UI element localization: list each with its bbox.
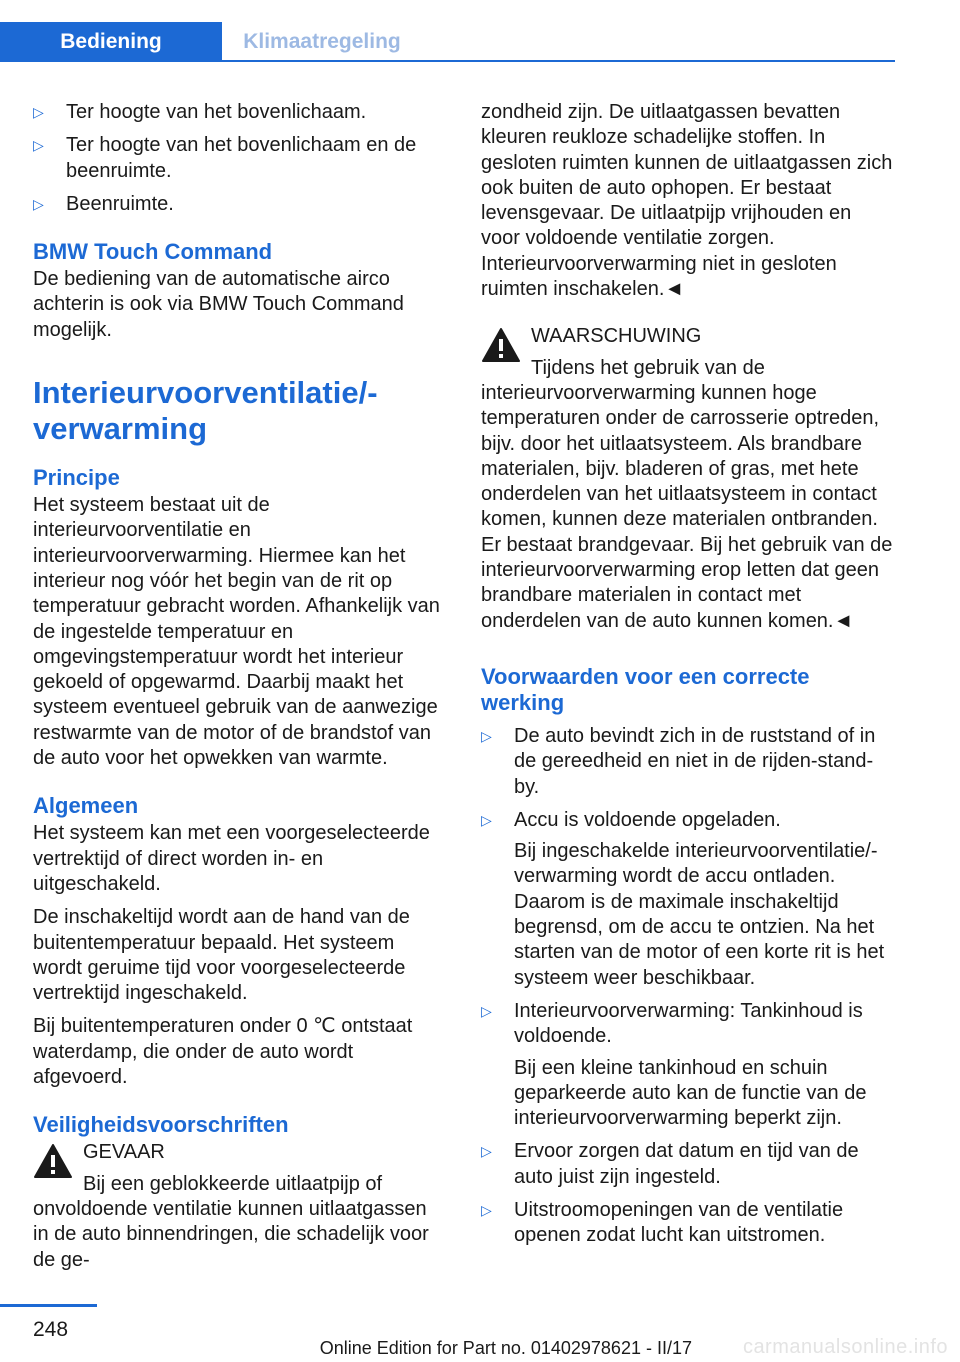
warning-triangle-icon xyxy=(33,1143,73,1179)
list-item xyxy=(481,1139,895,1190)
tab-bediening[interactable]: Bediening xyxy=(0,22,222,62)
subheading-principe: Principe xyxy=(33,465,120,491)
triangle-bullet-icon: ▷ xyxy=(481,727,492,744)
list-item xyxy=(33,100,447,125)
list-item-subtext: Bij ingeschakelde interieurvoorventilatie/-verwarming wordt de accu ontladen. Daarom is de maximale inschakeltijd begrensd, om de accu te ontzien. Na het starten van de motor of een korte rit is het systeem weer beschikbaar. xyxy=(514,840,885,989)
warning-text: Tijdens het gebruik van de interieurvoorverwarming kunnen hoge temperaturen onder de carrosserie optreden, bijv. door het uitlaatsysteem. Als brandbare materialen, bijv. bladeren of gras, met hete onderdelen van het uitlaatsysteem in contact komen, kunnen deze materialen ontbranden. Er bestaat brandgevaar. Bij het gebruik van de interieurvoorverwarming erop letten dat geen brandbare materialen in contact met onderdelen van de auto kunnen komen.◄ xyxy=(481,356,893,632)
danger-notice xyxy=(33,1140,447,1272)
list-item-text: Uitstroomopeningen van de ventilatie openen zodat lucht kan uitstromen. xyxy=(514,1198,844,1247)
warning-notice xyxy=(481,324,895,634)
tab-klimaatregeling[interactable]: Klimaatregeling xyxy=(243,30,401,53)
paragraph: Het systeem bestaat uit de interieurvoorventilatie en interieurvoorverwarming. Hiermee kan het interieur nog vóór het begin van de rit op temperatuur gebracht worden. Afhankelijk van de ingestelde temperatuur en omgevingstemperatuur wordt het interieur gekoeld of opgewarmd. Daarbij maakt het systeem eventueel gebruik van de aanwezige restwarmte van de motor of de brandstof van de auto voor het opwekken van warmte. xyxy=(33,494,440,770)
triangle-bullet-icon: ▷ xyxy=(481,1002,492,1019)
list-item-subtext: Bij een kleine tankinhoud en schuin geparkeerde auto kan de functie van de interieurvoorverwarming beperkt zijn. xyxy=(514,1056,867,1130)
header-rule xyxy=(222,60,895,62)
danger-label: GEVAAR xyxy=(83,1141,165,1164)
list-item-text: Interieurvoorverwarming: Tankinhoud is voldoende. xyxy=(514,999,863,1048)
warning-label: WAARSCHUWING xyxy=(531,325,702,348)
section-heading: Interieurvoorventilatie/-verwarming xyxy=(33,375,378,447)
triangle-bullet-icon: ▷ xyxy=(33,104,44,120)
subheading-touch-command: BMW Touch Command xyxy=(33,239,273,265)
danger-text: Bij een geblokkeerde uitlaatpijp of onvoldoende ventilatie kunnen uitlaatgassen in de auto binnendringen, die schadelijk voor de ge- xyxy=(33,1172,429,1271)
header-tabs xyxy=(0,22,895,62)
list-item-text: Ervoor zorgen dat datum en tijd van de auto juist zijn ingesteld. xyxy=(514,1140,859,1188)
list-item xyxy=(481,1198,895,1249)
list-item-text: Beenruimte. xyxy=(66,192,174,215)
subheading-algemeen: Algemeen xyxy=(33,793,139,819)
list-item-text: Ter hoogte van het bovenlichaam. xyxy=(66,101,367,123)
page-number: 248 xyxy=(33,1318,69,1341)
paragraph: De inschakeltijd wordt aan de hand van de buitentemperatuur bepaald. Het systeem wordt geruime tijd voor voorgeselecteerde vertrektijd ingeschakeld. xyxy=(33,906,410,1005)
triangle-bullet-icon: ▷ xyxy=(33,195,44,212)
paragraph: zondheid zijn. De uitlaatgassen bevatten kleuren reukloze schadelijke stoffen. In gesloten ruimten kunnen de uitlaatgassen zich ook buiten de auto ophopen. Er bestaat levensgevaar. De uitlaatpijp vrijhouden en voor voldoende ventilatie zorgen. Interieurvoorverwarming niet in gesloten ruimten inschakelen.◄ xyxy=(481,101,893,301)
warning-triangle-icon xyxy=(481,327,521,363)
list-item xyxy=(33,133,447,184)
subheading-voorwaarden: Voorwaarden voor een correcte werking xyxy=(481,663,810,715)
paragraph: Bij buitentemperaturen onder 0 ℃ ontstaat waterdamp, die onder de auto wordt afgevoerd. xyxy=(33,1015,413,1089)
triangle-bullet-icon: ▷ xyxy=(481,1143,492,1160)
left-column xyxy=(33,100,447,1273)
triangle-bullet-icon: ▷ xyxy=(481,1201,492,1218)
subheading-veiligheid: Veiligheidsvoorschriften xyxy=(33,1112,289,1138)
paragraph: Het systeem kan met een voorgeselecteerde vertrektijd of direct worden in- en uitgeschakeld. xyxy=(33,822,430,895)
right-column xyxy=(481,100,895,1257)
list-item xyxy=(481,724,895,800)
list-item-text: De auto bevindt zich in de ruststand of in de gereedheid en niet in de rijden-stand-by. xyxy=(514,724,876,798)
list-item xyxy=(33,192,447,217)
footer-rule xyxy=(0,1304,97,1307)
triangle-bullet-icon: ▷ xyxy=(481,811,492,828)
edition-note: Online Edition for Part no. 01402978621 - II/17 xyxy=(319,1338,692,1358)
list-item xyxy=(481,808,895,991)
list-item xyxy=(481,999,895,1131)
paragraph: De bediening van de automatische airco achterin is ook via BMW Touch Command mogelijk. xyxy=(33,268,404,341)
triangle-bullet-icon: ▷ xyxy=(33,137,44,154)
list-item-text: Ter hoogte van het bovenlichaam en de beenruimte. xyxy=(66,134,417,182)
list-item-text: Accu is voldoende opgeladen. xyxy=(514,808,781,831)
watermark: carmanualsonline.info xyxy=(742,1336,948,1358)
